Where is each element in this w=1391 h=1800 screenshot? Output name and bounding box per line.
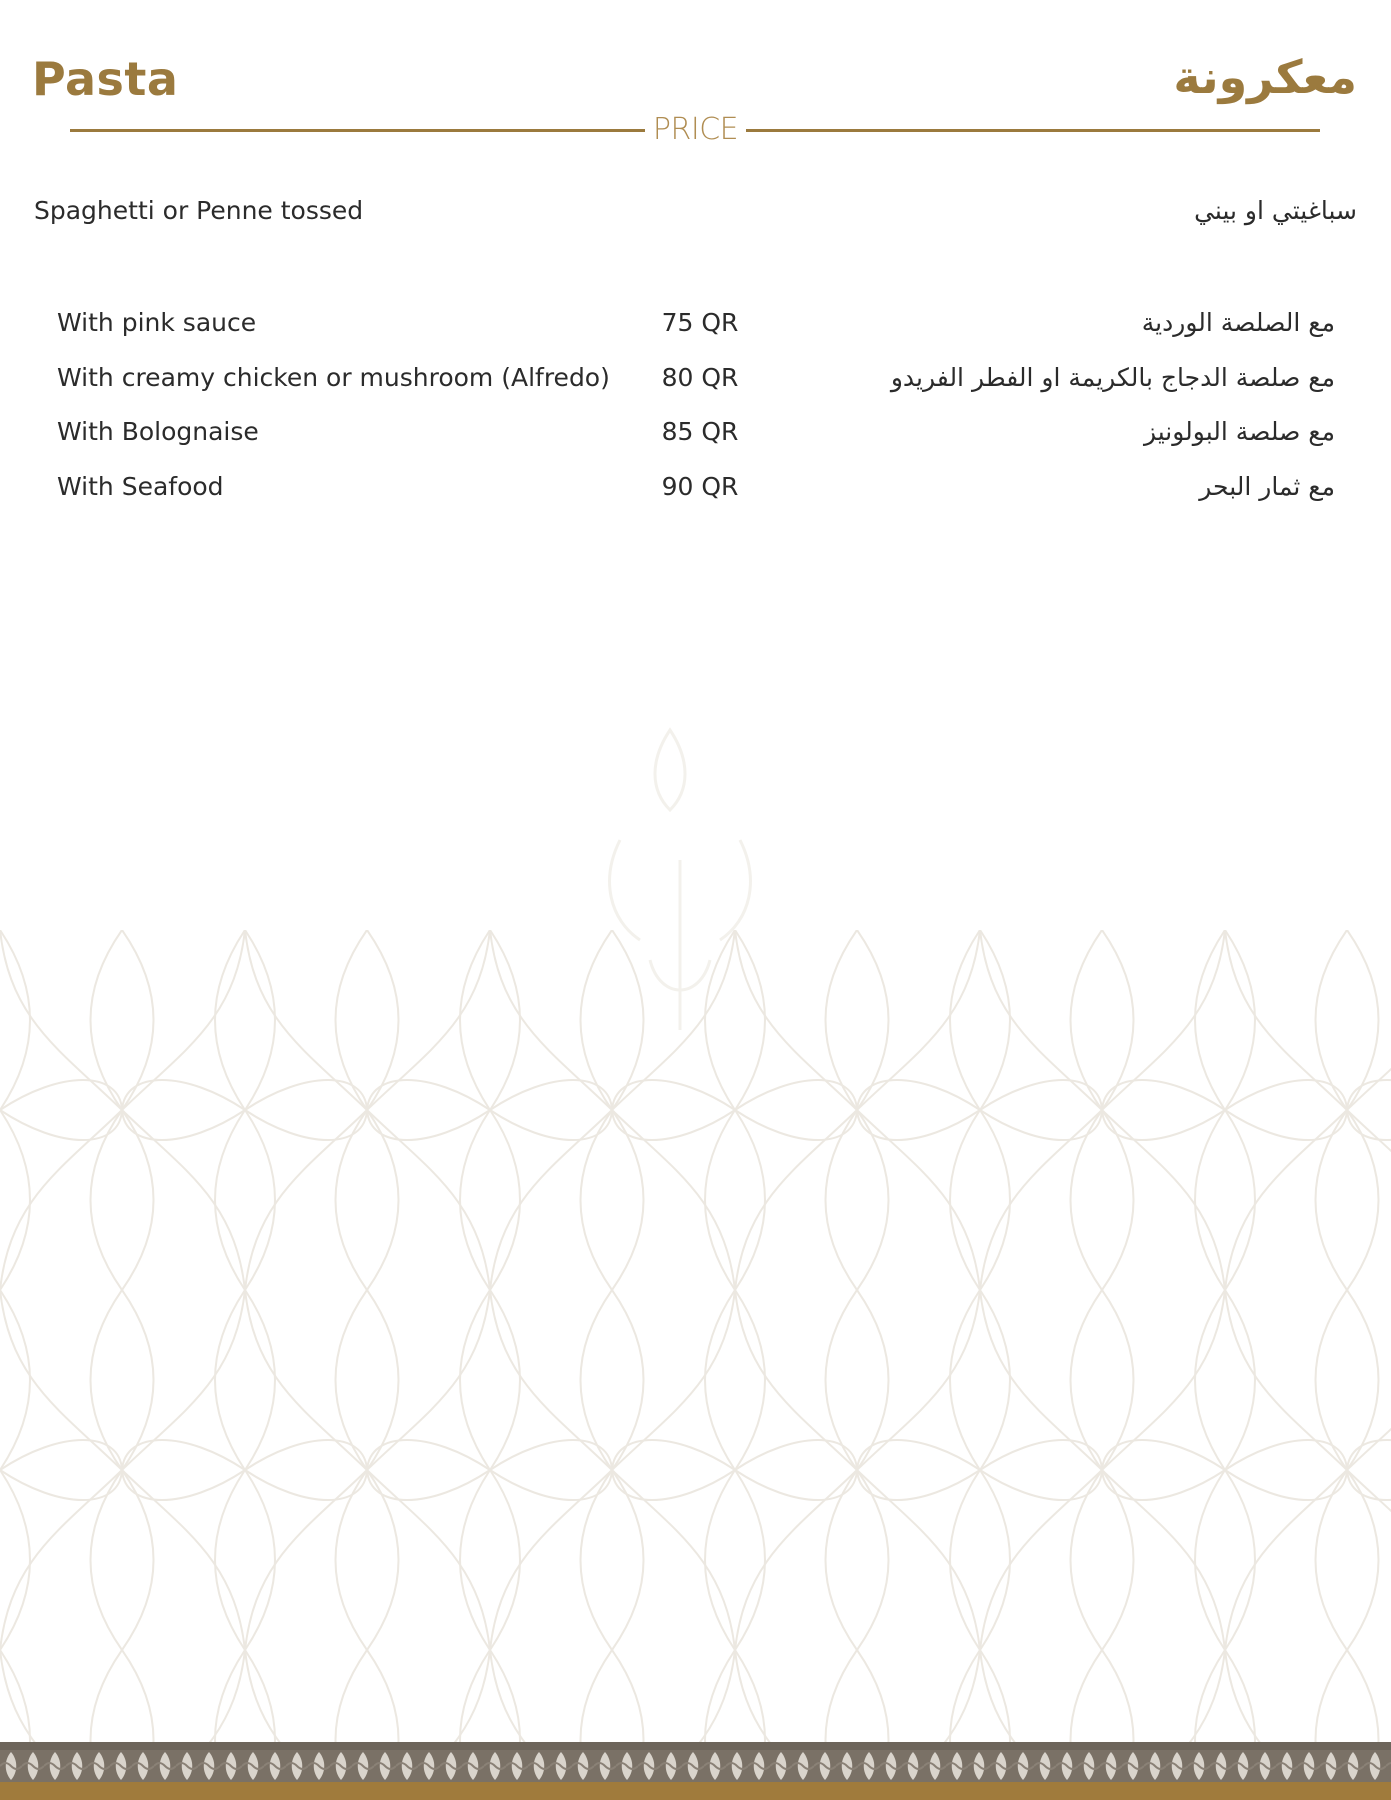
logo-watermark (500, 700, 880, 1080)
footer-ornament-band (0, 1742, 1391, 1800)
item-name-ar: مع الصلصة الوردية (1141, 308, 1335, 337)
menu-item (0, 355, 1391, 410)
footer-bottom-stripe (0, 1782, 1391, 1800)
item-name-ar: مع صلصة الدجاج بالكريمة او الفطر الفريدو (890, 362, 1335, 392)
page-title-ar: معكرونة (1173, 50, 1357, 104)
item-name-en: With creamy chicken or mushroom (Alfredo) (57, 362, 610, 392)
item-price: 90 QR (661, 471, 739, 501)
item-name-ar: مع ثمار البحر (1199, 471, 1335, 501)
intro-text-en: Spaghetti or Penne tossed (34, 196, 364, 225)
item-name-ar: مع صلصة البولونيز (1143, 417, 1335, 446)
divider-left (70, 129, 645, 132)
footer-top-stripe (0, 1742, 1391, 1750)
item-price: 75 QR (661, 308, 739, 337)
menu-item (0, 464, 1391, 519)
price-column-label: PRICE (652, 112, 739, 147)
menu-item (0, 409, 1391, 464)
item-price: 80 QR (661, 362, 739, 392)
item-name-en: With pink sauce (57, 308, 257, 337)
item-price: 85 QR (661, 417, 739, 446)
divider-right (746, 129, 1320, 132)
item-name-en: With Seafood (57, 471, 224, 501)
menu-list (0, 300, 1391, 518)
intro-text-ar: سباغيتي او بيني (1194, 196, 1357, 225)
footer-lattice-pattern (0, 1750, 1391, 1782)
menu-item (0, 300, 1391, 355)
item-name-en: With Bolognaise (57, 417, 259, 446)
page-title-en: Pasta (32, 52, 179, 106)
